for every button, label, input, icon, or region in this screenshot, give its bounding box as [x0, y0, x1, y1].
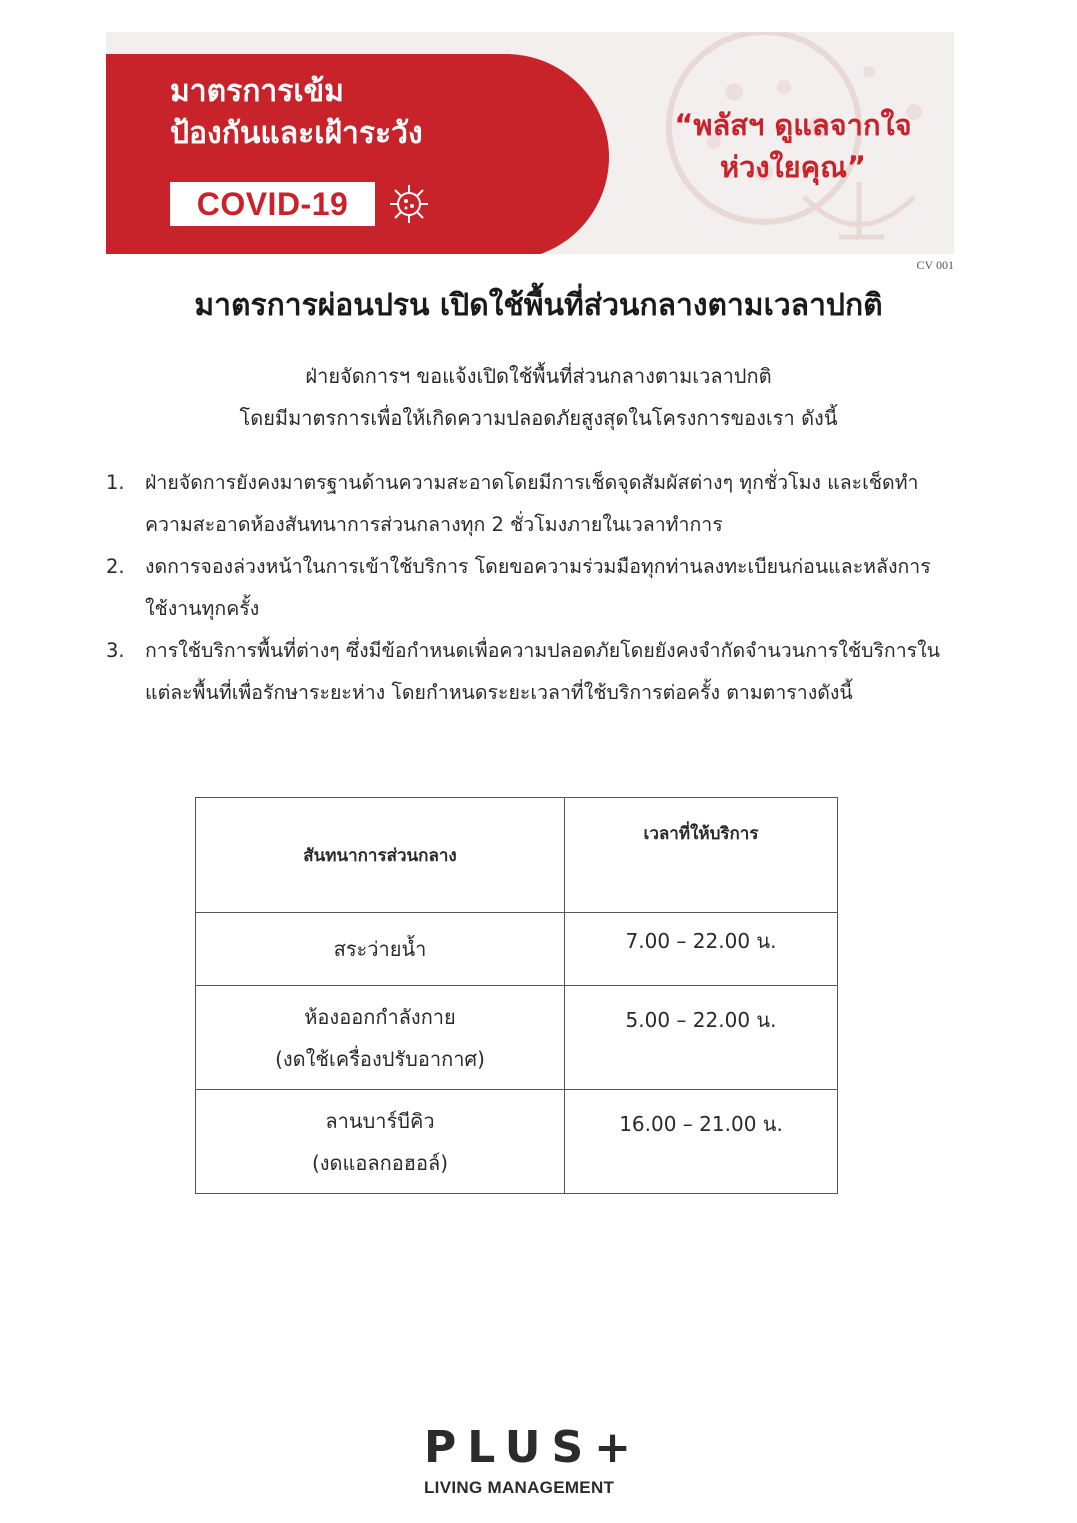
area-name: สระว่ายน้ำ	[333, 937, 427, 961]
covid-label-box	[170, 182, 375, 226]
time-cell: 5.00 – 22.00 น.	[565, 986, 838, 1090]
header-banner	[106, 32, 954, 254]
area-cell	[196, 913, 565, 986]
header-area: สันทนาการส่วนกลาง	[196, 798, 565, 913]
list-item-line: ฝ่ายจัดการยังคงมาตรฐานด้านความสะอาดโดยมีการเช็ดจุดสัมผัสต่างๆ ทุกชั่วโมง และเช็ดทำ	[145, 471, 919, 494]
time-cell: 7.00 – 22.00 น.	[565, 913, 838, 986]
banner-quote-line2: ห่วงใยคุณ”	[719, 150, 867, 184]
list-item-number: 1.	[106, 471, 125, 494]
list-item	[106, 546, 956, 630]
table-header-row	[196, 798, 838, 913]
table-row	[196, 913, 838, 986]
header-time: เวลาที่ให้บริการ	[565, 798, 838, 913]
banner-title-line1: มาตรการเข้ม	[170, 74, 344, 109]
list-item-line: การใช้บริการพื้นที่ต่างๆ ซึ่งมีข้อกำหนดเพื่อความปลอดภัยโดยยังคงจำกัดจำนวนการใช้บริการใน	[145, 639, 941, 662]
service-hours-table	[195, 797, 838, 1194]
list-item	[106, 462, 956, 546]
table-row	[196, 1090, 838, 1194]
intro-line1: ฝ่ายจัดการฯ ขอแจ้งเปิดใช้พื้นที่ส่วนกลางตามเวลาปกติ	[305, 364, 772, 388]
list-item-line: ใช้งานทุกครั้ง	[145, 597, 260, 620]
list-item-line: งดการจองล่วงหน้าในการเข้าใช้บริการ โดยขอความร่วมมือทุกท่านลงทะเบียนก่อนและหลังการ	[145, 555, 931, 578]
list-item-number: 3.	[106, 639, 125, 662]
banner-title-line2: ป้องกันและเฝ้าระวัง	[170, 116, 423, 151]
list-item-number: 2.	[106, 555, 125, 578]
covid-label: COVID-19	[196, 185, 349, 222]
area-note: (งดใช้เครื่องปรับอากาศ)	[275, 1046, 485, 1071]
area-name: ลานบาร์บีคิว	[325, 1108, 435, 1133]
list-item-line: แต่ละพื้นที่เพื่อรักษาระยะห่าง โดยกำหนดระยะเวลาที่ใช้บริการต่อครั้ง ตามตารางดังนี้	[145, 681, 853, 704]
list-item-line: ความสะอาดห้องสันทนาการส่วนกลางทุก 2 ชั่วโมงภายในเวลาทำการ	[145, 513, 723, 536]
banner-quote-line1: “พลัสฯ ดูแลจากใจ	[674, 108, 912, 142]
intro-line2: โดยมีมาตรการเพื่อให้เกิดความปลอดภัยสูงสุดในโครงการของเรา ดังนี้	[239, 406, 838, 430]
area-note: (งดแอลกอฮอล์)	[311, 1150, 449, 1175]
document-code: CV 001	[916, 258, 954, 272]
area-cell	[196, 986, 565, 1090]
area-cell	[196, 1090, 565, 1194]
list-item	[106, 630, 956, 714]
banner-red-panel	[106, 54, 609, 254]
table-row	[196, 986, 838, 1090]
virus-icon	[388, 183, 430, 225]
time-cell: 16.00 – 21.00 น.	[565, 1090, 838, 1194]
logo-subtitle: LIVING MANAGEMENT	[424, 1478, 615, 1497]
measures-list	[106, 462, 956, 714]
plus-logo: PLUS+	[424, 1422, 643, 1473]
page-title: มาตรการผ่อนปรน เปิดใช้พื้นที่ส่วนกลางตามเวลาปกติ	[194, 288, 883, 323]
area-name: ห้องออกกำลังกาย	[304, 1004, 456, 1029]
